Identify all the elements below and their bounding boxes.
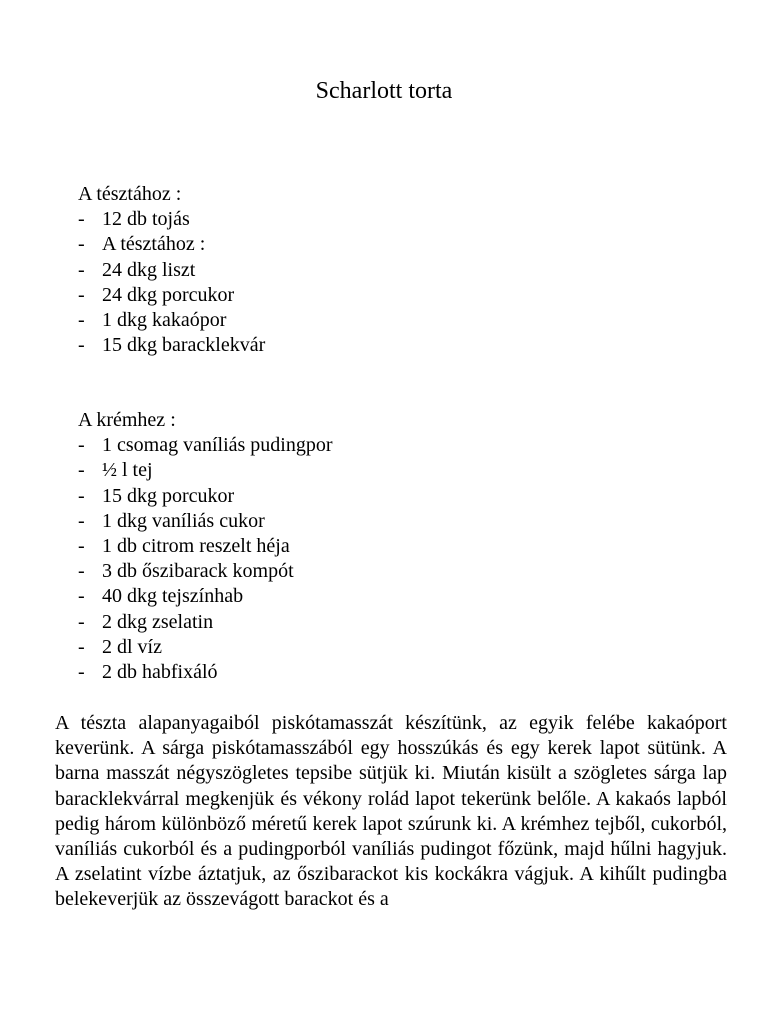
- ingredient-text: 2 db habfixáló: [102, 661, 218, 684]
- ingredient-item: [78, 584, 333, 609]
- ingredient-text: 15 dkg porcukor: [102, 484, 235, 507]
- dough-ingredients-section: [78, 182, 265, 358]
- ingredient-text: 2 dl víz: [102, 635, 162, 658]
- list-marker: -: [78, 535, 85, 558]
- list-marker: -: [78, 610, 85, 633]
- list-marker: -: [78, 434, 85, 457]
- ingredient-text: 12 db tojás: [102, 208, 190, 231]
- ingredient-text: 40 dkg tejszínhab: [102, 585, 244, 608]
- ingredient-item: [78, 433, 333, 458]
- ingredient-text: 15 dkg baracklekvár: [102, 334, 266, 357]
- list-marker: -: [78, 258, 85, 281]
- ingredient-text: 1 dkg kakaópor: [102, 309, 227, 332]
- ingredient-item: [78, 610, 333, 635]
- list-marker: -: [78, 484, 85, 507]
- ingredient-item: [78, 308, 265, 333]
- ingredient-item: [78, 333, 265, 358]
- ingredient-text: A tésztához :: [102, 233, 206, 256]
- page-title: Scharlott torta: [315, 78, 453, 104]
- list-marker: -: [78, 585, 85, 608]
- ingredient-text: 1 csomag vaníliás pudingpor: [102, 434, 333, 457]
- cream-ingredient-list: [78, 433, 333, 685]
- ingredient-item: [78, 207, 265, 232]
- ingredient-text: 2 dkg zselatin: [102, 610, 214, 633]
- list-marker: -: [78, 233, 85, 256]
- ingredient-item: [78, 283, 265, 308]
- ingredient-text: 1 db citrom reszelt héja: [102, 535, 290, 558]
- ingredient-item: [78, 635, 333, 660]
- ingredient-text: 24 dkg porcukor: [102, 283, 235, 306]
- ingredient-item: [78, 509, 333, 534]
- ingredient-text: 1 dkg vaníliás cukor: [102, 509, 265, 532]
- ingredient-item: [78, 458, 333, 483]
- dough-heading: A tésztához :: [78, 183, 182, 205]
- dough-ingredient-list: [78, 207, 265, 358]
- ingredient-item: [78, 484, 333, 509]
- ingredient-text: ½ l tej: [102, 459, 153, 482]
- instructions-paragraph: A tészta alapanyagaiból piskótamasszát készítünk, az egyik felébe kakaóport keverünk. A sárga piskótamasszából egy hosszúkás és egy kerek lapot sütünk. A barna masszát négyszögletes tepsibe sütjük ki. Miután kisült a szögletes sárga lap baracklekvárral megkenjük és vékony rolád lapot tekerünk belőle. A kakaós lapból pedig három különböző méretű kerek lapot szúrunk ki. A krémhez tejből, cukorból, vaníliás cukorból és a pudingporból vaníliás pudingot főzünk, majd hűlni hagyjuk. A zselatint vízbe áztatjuk, az őszibarackot kis kockákra vágjuk. A kihűlt pudingba belekeverjük az összevágott barackot és a: [55, 712, 727, 911]
- ingredient-item: [78, 534, 333, 559]
- cream-heading: A krémhez :: [78, 409, 176, 431]
- cream-ingredients-section: [78, 408, 333, 685]
- list-marker: -: [78, 283, 85, 306]
- ingredient-item: [78, 258, 265, 283]
- ingredient-text: 3 db őszibarack kompót: [102, 560, 294, 583]
- list-marker: -: [78, 661, 85, 684]
- ingredient-item: [78, 559, 333, 584]
- ingredient-item: [78, 232, 265, 257]
- list-marker: -: [78, 635, 85, 658]
- list-marker: -: [78, 560, 85, 583]
- list-marker: -: [78, 334, 85, 357]
- list-marker: -: [78, 459, 85, 482]
- list-marker: -: [78, 208, 85, 231]
- ingredient-item: [78, 660, 333, 685]
- ingredient-text: 24 dkg liszt: [102, 258, 196, 281]
- list-marker: -: [78, 309, 85, 332]
- list-marker: -: [78, 509, 85, 532]
